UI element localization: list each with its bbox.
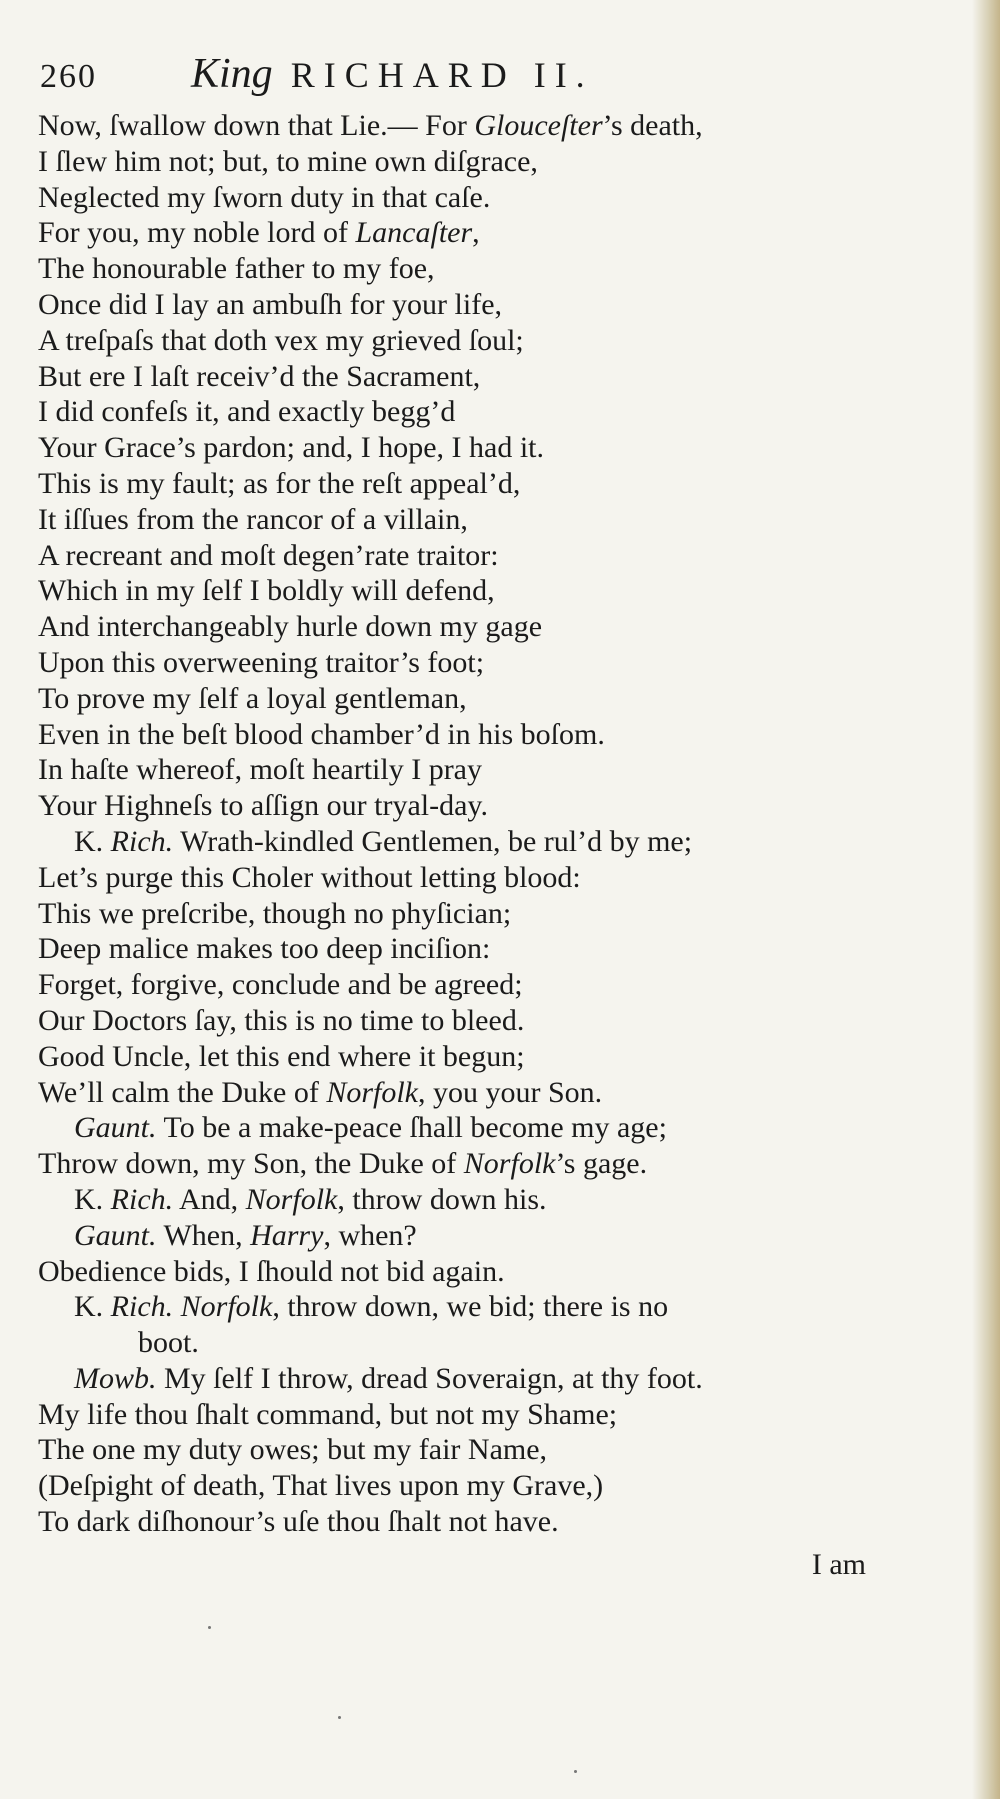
verse-line xyxy=(38,215,878,251)
verse-line xyxy=(38,108,878,144)
verse-text-run: I did confeſs it, and exactly begg’d xyxy=(38,395,456,429)
verse-line xyxy=(38,323,878,359)
verse-text-run: , when? xyxy=(323,1218,417,1252)
verse-text-run: To prove my ſelf a loyal gentleman, xyxy=(38,681,467,715)
verse-line xyxy=(38,1397,878,1433)
verse-text-run: Upon this overweening traitor’s foot; xyxy=(38,645,485,679)
verse-line xyxy=(38,573,878,609)
verse-line xyxy=(38,538,878,574)
verse-line xyxy=(38,1432,878,1468)
verse-text-run: In haſte whereof, moſt heartily I pray xyxy=(38,753,482,787)
verse-text-run: Now, ſwallow down that Lie.— For xyxy=(38,109,475,142)
verse-text-run: I ſlew him not; but, to mine own diſgrace, xyxy=(38,144,538,178)
verse-text-run: K. xyxy=(74,824,111,858)
running-header xyxy=(40,50,900,110)
verse-line xyxy=(38,180,878,216)
verse-line xyxy=(38,931,878,967)
running-title-king: King xyxy=(191,51,273,97)
page-number: 260 xyxy=(40,58,97,95)
catchword: I am xyxy=(811,1548,866,1581)
verse-line xyxy=(38,359,878,395)
paper-speck xyxy=(574,1770,577,1773)
verse-text-run: Good Uncle, let this end where it begun; xyxy=(38,1039,525,1073)
verse-text xyxy=(38,108,878,1540)
verse-line xyxy=(38,896,878,932)
verse-line xyxy=(38,824,878,860)
verse-text-run: And, xyxy=(173,1182,246,1216)
verse-text-run: For you, my noble lord of xyxy=(38,216,356,250)
verse-text-run: Neglected my ſworn duty in that caſe. xyxy=(38,180,491,214)
italic-name: Rich. xyxy=(110,1290,174,1324)
verse-line xyxy=(38,1110,878,1146)
verse-line xyxy=(38,287,878,323)
verse-text-run: Let’s purge this Choler without letting blood: xyxy=(38,860,581,894)
verse-text-run: We’ll calm the Duke of xyxy=(38,1075,327,1109)
verse-line xyxy=(38,1361,878,1397)
paper-speck xyxy=(208,1626,211,1629)
verse-line xyxy=(38,1289,878,1325)
italic-name: Glouceſter xyxy=(474,109,603,142)
italic-name: Norfolk xyxy=(180,1290,273,1324)
verse-text-run: , you your Son. xyxy=(417,1075,603,1109)
verse-text-run: A recreant and moſt degen’rate traitor: xyxy=(38,538,499,572)
verse-text-run: ’s death, xyxy=(602,109,703,142)
verse-text-run: Your Highneſs to aſſign our tryal-day. xyxy=(38,789,488,823)
italic-name: Gaunt. xyxy=(74,1218,157,1252)
verse-line xyxy=(38,717,878,753)
italic-name: Norfolk xyxy=(326,1075,418,1109)
verse-text-run: To be a make-peace ſhall become my age; xyxy=(156,1111,667,1145)
verse-text-run: ’s gage. xyxy=(555,1147,648,1181)
paper-speck xyxy=(338,1716,341,1719)
verse-line xyxy=(38,1325,878,1361)
verse-text-run: , throw down his. xyxy=(337,1182,547,1216)
italic-name: Mowb. xyxy=(74,1361,157,1395)
verse-line xyxy=(38,1003,878,1039)
verse-text-run: When, xyxy=(156,1218,251,1252)
verse-text-run: Wrath-kindled Gentlemen, be rul’d by me; xyxy=(173,824,693,858)
italic-name: Norfolk xyxy=(463,1147,556,1181)
verse-line xyxy=(38,1146,878,1182)
running-title-richard: RICHARD II. xyxy=(290,55,594,95)
verse-line xyxy=(38,609,878,645)
verse-line xyxy=(38,502,878,538)
italic-name: Harry xyxy=(250,1218,324,1252)
page-edge-shadow xyxy=(972,0,1000,1799)
verse-text-run: A treſpaſs that doth vex my grieved ſoul; xyxy=(38,323,524,357)
verse-text-run: Forget, forgive, conclude and be agreed; xyxy=(38,968,523,1002)
verse-line xyxy=(38,144,878,180)
verse-text-run: This is my fault; as for the reſt appeal’d, xyxy=(38,466,521,500)
verse-line xyxy=(38,967,878,1003)
verse-line xyxy=(38,1218,878,1254)
verse-line xyxy=(38,1254,878,1290)
verse-text-run: The honourable father to my foe, xyxy=(38,252,435,286)
verse-text-run: Deep malice makes too deep inciſion: xyxy=(38,932,491,966)
verse-text-run: Your Grace’s pardon; and, I hope, I had it. xyxy=(38,431,545,465)
verse-line xyxy=(38,1075,878,1111)
verse-text-run: K. xyxy=(74,1182,111,1216)
verse-text-run: And interchangeably hurle down my gage xyxy=(38,610,543,644)
verse-text-run: Once did I lay an ambuſh for your life, xyxy=(38,287,503,321)
verse-line xyxy=(38,466,878,502)
italic-name: Lancaſter xyxy=(355,216,473,250)
verse-line xyxy=(38,681,878,717)
verse-line xyxy=(38,788,878,824)
verse-text-run xyxy=(173,1290,181,1323)
verse-text-run: It iſſues from the rancor of a villain, xyxy=(38,502,468,536)
verse-text-run: My life thou ſhalt command, but not my Shame; xyxy=(38,1397,618,1431)
verse-text-run: Throw down, my Son, the Duke of xyxy=(38,1147,464,1181)
verse-text-run: Even in the beſt blood chamber’d in his boſom. xyxy=(38,717,605,751)
italic-name: Rich. xyxy=(110,824,174,858)
verse-text-run: But ere I laſt receiv’d the Sacrament, xyxy=(38,359,481,393)
verse-line xyxy=(38,1182,878,1218)
verse-line xyxy=(38,752,878,788)
verse-line xyxy=(38,1468,878,1504)
verse-text-run: This we preſcribe, though no phyſician; xyxy=(38,896,512,930)
verse-text-run: The one my duty owes; but my fair Name, xyxy=(38,1433,548,1467)
verse-line xyxy=(38,1039,878,1075)
verse-text-run: Which in my ſelf I boldly will defend, xyxy=(38,574,495,608)
verse-line xyxy=(38,860,878,896)
verse-text-run: K. xyxy=(74,1290,111,1324)
italic-name: Rich. xyxy=(110,1182,174,1216)
verse-line xyxy=(38,1504,878,1540)
verse-text-run: Our Doctors ſay, this is no time to bleed. xyxy=(38,1003,525,1037)
verse-text-run: , xyxy=(472,216,480,250)
verse-text-run: To dark diſhonour’s uſe thou ſhalt not have. xyxy=(38,1505,559,1539)
verse-text-run: boot. xyxy=(138,1326,199,1360)
verse-text-run: My ſelf I throw, dread Soveraign, at thy foot. xyxy=(156,1361,703,1395)
verse-line xyxy=(38,645,878,681)
verse-text-run: , throw down, we bid; there is no xyxy=(272,1290,669,1324)
verse-text-run: Obedience bids, I ſhould not bid again. xyxy=(38,1254,505,1288)
verse-line xyxy=(38,251,878,287)
italic-name: Norfolk xyxy=(245,1182,338,1216)
verse-line xyxy=(38,430,878,466)
verse-line xyxy=(38,394,878,430)
verse-text-run: (Deſpight of death, That lives upon my Grave,) xyxy=(38,1469,604,1503)
italic-name: Gaunt. xyxy=(74,1111,157,1145)
